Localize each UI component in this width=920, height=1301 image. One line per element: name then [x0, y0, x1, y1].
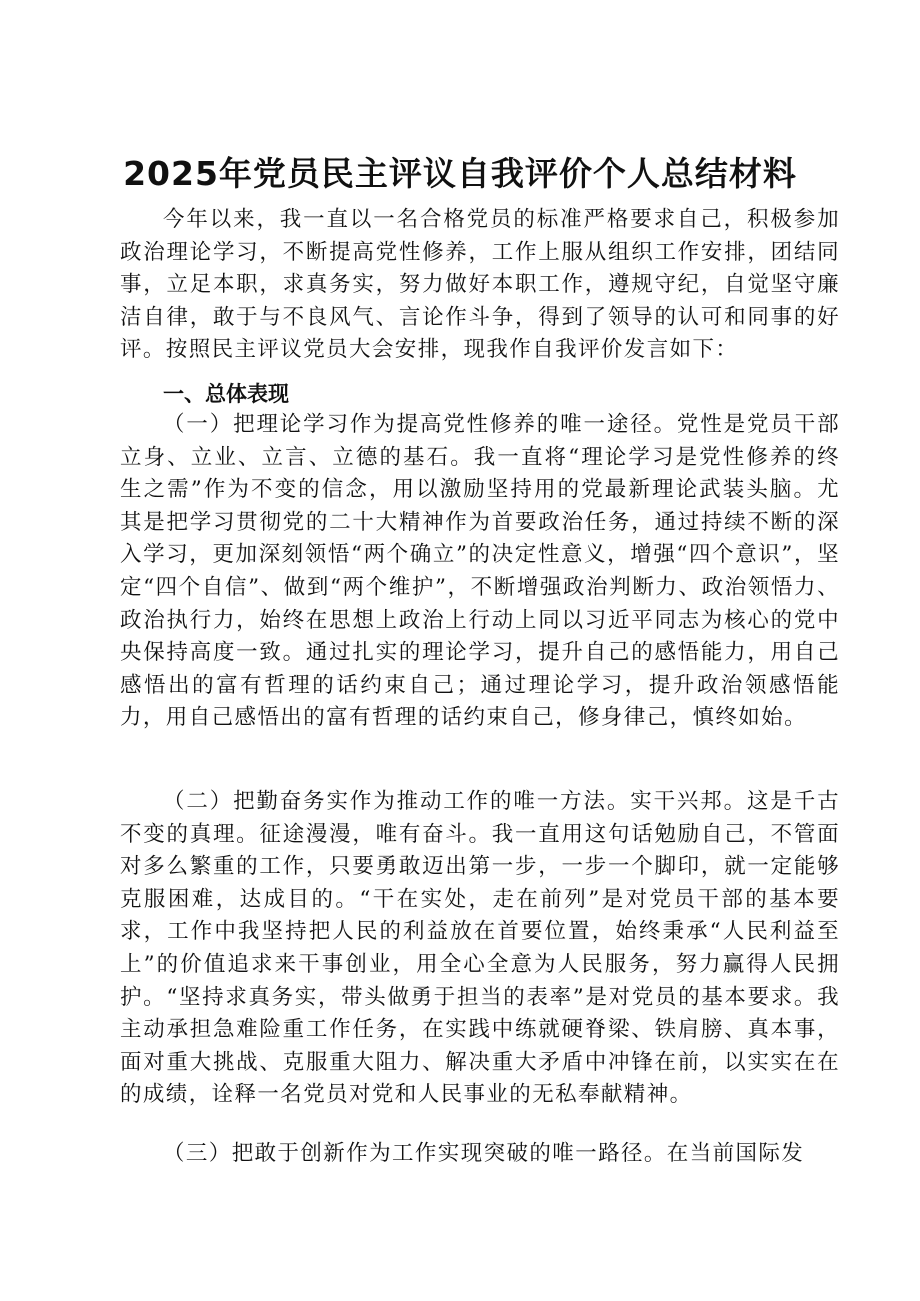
section-heading: 一、总体表现	[163, 382, 289, 406]
body-paragraph: （二）把勤奋务实作为推动工作的唯一方法。实干兴邦。这是千古不变的真理。征途漫漫，唯有奋斗。我一直用这句话勉励自己，不管面对多么繁重的工作，只要勇敢迈出第一步，一步一个脚印，就一定能够克服困难，达成目的。“干在实处，走在前列”是对党员干部的基本要求，工作中我坚持把人民的利益放在首要位置，始终秉承“人民利益至上”的价值追求来干事创业，用全心全意为人民服务，努力赢得人民拥护。“坚持求真务实，带头做勇于担当的表率”是对党员的基本要求。我主动承担急难险重工作任务，在实践中练就硬脊梁、铁肩膀、真本事，面对重大挑战、克服重大阻力、解决重大矛盾中冲锋在前，以实实在在的成绩，诠释一名党员对党和人民事业的无私奉献精神。	[120, 789, 840, 1108]
intro-paragraph: 今年以来，我一直以一名合格党员的标准严格要求自己，积极参加政治理论学习，不断提高党性修养，工作上服从组织工作安排，团结同事，立足本职，求真务实，努力做好本职工作，遵规守纪，自觉坚守廉洁自律，敢于与不良风气、言论作斗争，得到了领导的认可和同事的好评。按照民主评议党员大会安排，现我作自我评价发言如下：	[120, 207, 840, 363]
document-title: 2025年党员民主评议自我评价个人总结材料	[123, 154, 797, 194]
body-paragraph: （一）把理论学习作为提高党性修养的唯一途径。党性是党员干部立身、立业、立言、立德的基石。我一直将“理论学习是党性修养的终生之需”作为不变的信念，用以激励坚持用的党最新理论武装头脑。尤其是把学习贯彻党的二十大精神作为首要政治任务，通过持续不断的深入学习，更加深刻领悟“两个确立”的决定性意义，增强“四个意识”，坚定“四个自信”、做到“两个维护”，不断增强政治判断力、政治领悟力、政治执行力，始终在思想上政治上行动上同以习近平同志为核心的党中央保持高度一致。通过扎实的理论学习，提升自己的感悟能力，用自己感悟出的富有哲理的话约束自己；通过理论学习，提升政治领感悟能力，用自己感悟出的富有哲理的话约束自己，修身律己，慎终如始。	[120, 412, 840, 731]
body-paragraph: （三）把敢于创新作为工作实现突破的唯一路径。在当前国际发	[163, 1141, 805, 1166]
